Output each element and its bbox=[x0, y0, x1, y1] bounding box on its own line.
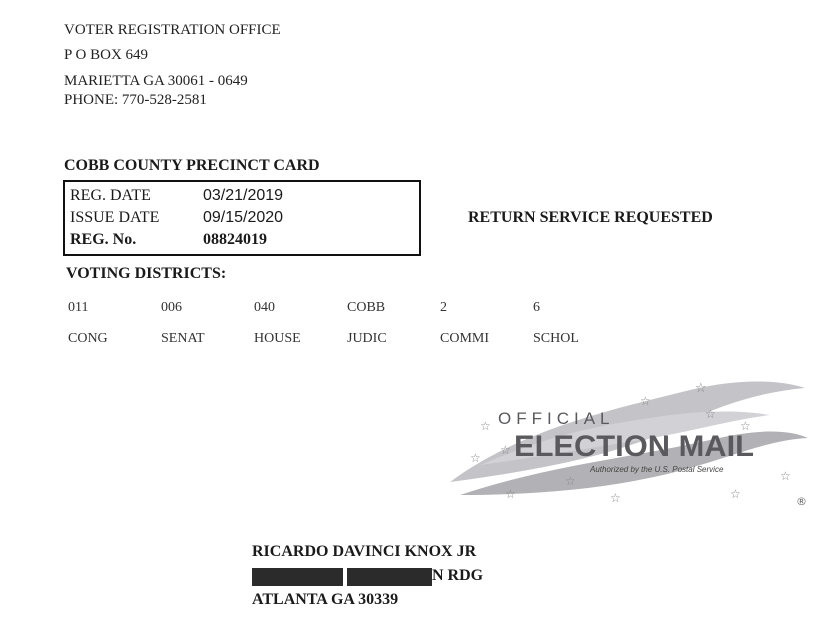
svg-text:☆: ☆ bbox=[640, 394, 651, 408]
issue-date-value: 09/15/2020 bbox=[203, 209, 284, 226]
svg-text:®: ® bbox=[796, 495, 807, 508]
reg-number-value: 08824019 bbox=[203, 231, 267, 248]
official-election-mail-logo bbox=[440, 370, 812, 520]
issue-date-label: ISSUE DATE bbox=[70, 209, 160, 226]
svg-text:☆: ☆ bbox=[565, 474, 576, 488]
registration-box bbox=[63, 180, 421, 256]
svg-text:☆: ☆ bbox=[730, 487, 741, 501]
sender-phone: PHONE: 770-528-2581 bbox=[64, 92, 207, 108]
district-code-senat: 006 bbox=[161, 300, 182, 315]
district-code-commi: 2 bbox=[440, 300, 447, 315]
district-name-commi: COMMI bbox=[440, 331, 490, 346]
redaction-bar-1 bbox=[252, 568, 343, 586]
reg-date-label: REG. DATE bbox=[70, 187, 151, 204]
svg-text:☆: ☆ bbox=[500, 443, 511, 457]
district-code-schol: 6 bbox=[533, 300, 540, 315]
return-service-requested: RETURN SERVICE REQUESTED bbox=[468, 209, 713, 226]
sender-po-box: P O BOX 649 bbox=[64, 47, 149, 63]
recipient-name: RICARDO DAVINCI KNOX JR bbox=[252, 543, 477, 560]
district-name-judic: JUDIC bbox=[347, 331, 387, 346]
recipient-street-visible: N RDG bbox=[432, 567, 484, 584]
svg-text:☆: ☆ bbox=[480, 419, 491, 433]
reg-date-value: 03/21/2019 bbox=[203, 187, 284, 204]
district-name-cong: CONG bbox=[68, 331, 108, 346]
logo-authorized-text: Authorized by the U.S. Postal Service bbox=[590, 465, 724, 474]
logo-election-mail-text: ELECTION MAIL bbox=[514, 430, 754, 463]
svg-text:☆: ☆ bbox=[505, 487, 516, 501]
svg-text:☆: ☆ bbox=[610, 491, 621, 505]
logo-official-text: OFFICIAL bbox=[498, 409, 615, 428]
sender-office: VOTER REGISTRATION OFFICE bbox=[64, 22, 281, 38]
sender-city-state-zip: MARIETTA GA 30061 - 0649 bbox=[64, 73, 248, 89]
district-name-senat: SENAT bbox=[161, 331, 205, 346]
card-title: COBB COUNTY PRECINCT CARD bbox=[64, 157, 320, 174]
svg-text:☆: ☆ bbox=[470, 451, 481, 465]
voting-districts-title: VOTING DISTRICTS: bbox=[66, 265, 227, 282]
svg-text:☆: ☆ bbox=[780, 469, 791, 483]
svg-text:☆: ☆ bbox=[695, 381, 707, 396]
district-name-schol: SCHOL bbox=[533, 331, 579, 346]
district-code-judic: COBB bbox=[347, 300, 386, 315]
svg-text:☆: ☆ bbox=[740, 419, 751, 433]
district-code-house: 040 bbox=[254, 300, 275, 315]
district-name-house: HOUSE bbox=[254, 331, 301, 346]
district-code-cong: 011 bbox=[68, 300, 89, 315]
svg-text:☆: ☆ bbox=[705, 407, 716, 421]
redaction-bar-2 bbox=[347, 568, 432, 586]
recipient-city-state-zip: ATLANTA GA 30339 bbox=[252, 591, 399, 608]
reg-number-label: REG. No. bbox=[70, 231, 137, 248]
